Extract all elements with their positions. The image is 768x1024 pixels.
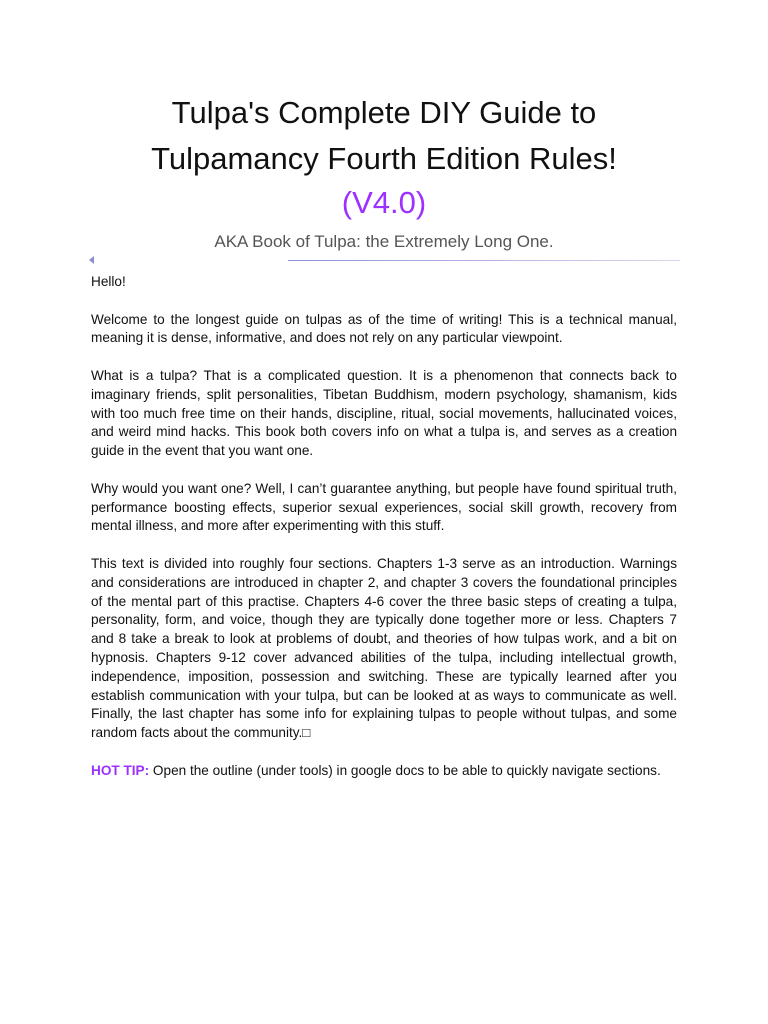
title-line-1: Tulpa's Complete DIY Guide to (171, 95, 597, 130)
version-label: (V4.0) (341, 185, 427, 220)
hot-tip (91, 762, 677, 781)
title-line-2: Tulpamancy Fourth Edition Rules! (151, 141, 617, 176)
paragraph-greeting: Hello! (91, 274, 126, 289)
bookmark-marker-icon (89, 256, 94, 264)
paragraph-what-is: What is a tulpa? That is a complicated question. It is a phenomenon that connects back to imaginary friends, split personalities, Tibetan Buddhism, modern psychology, shamanism, kids with too much free time on their hands, discipline, ritual, social movements, hallucinated voices, and weird mind hacks. This book both covers info on what a tulpa is, and serves as a creation guide in the event that you want one. (91, 367, 677, 459)
paragraph-welcome: Welcome to the longest guide on tulpas as of the time of writing! This is a technical manual, meaning it is dense, informative, and does not rely on any particular viewpoint. (91, 311, 677, 346)
hot-tip-text: Open the outline (under tools) in google docs to be able to quickly navigate sections. (149, 762, 661, 778)
hot-tip-label: HOT TIP: (91, 762, 150, 778)
subtitle-divider (288, 260, 680, 261)
paragraph-why: Why would you want one? Well, I can’t guarantee anything, but people have found spiritual truth, performance boosting effects, superior sexual experiences, social skill growth, recovery from mental illness, and more after experimenting with this stuff. (91, 480, 677, 534)
paragraph-sections: This text is divided into roughly four sections. Chapters 1-3 serve as an introduction. Warnings and considerations are introduced in chapter 2, and chapter 3 covers the foundational principles of the mental part of this practise. Chapters 4-6 cover the three basic steps of creating a tulpa, personality, form, and voice, though they are typically done together more or less. Chapters 7 and 8 take a break to look at problems of doubt, and theories of how tulpas work, and a bit on hypnosis. Chapters 9-12 cover advanced abilities of the tulpa, including intellectual growth, independence, imposition, possession and switching. These are typically learned after you establish communication with your tulpa, but can be looked at as ways to communicate as well. Finally, the last chapter has some info for explaining tulpas to people without tulpas, and some random facts about the community.□ (91, 555, 677, 741)
subtitle: AKA Book of Tulpa: the Extremely Long One. (214, 232, 554, 251)
document-body (91, 273, 677, 799)
